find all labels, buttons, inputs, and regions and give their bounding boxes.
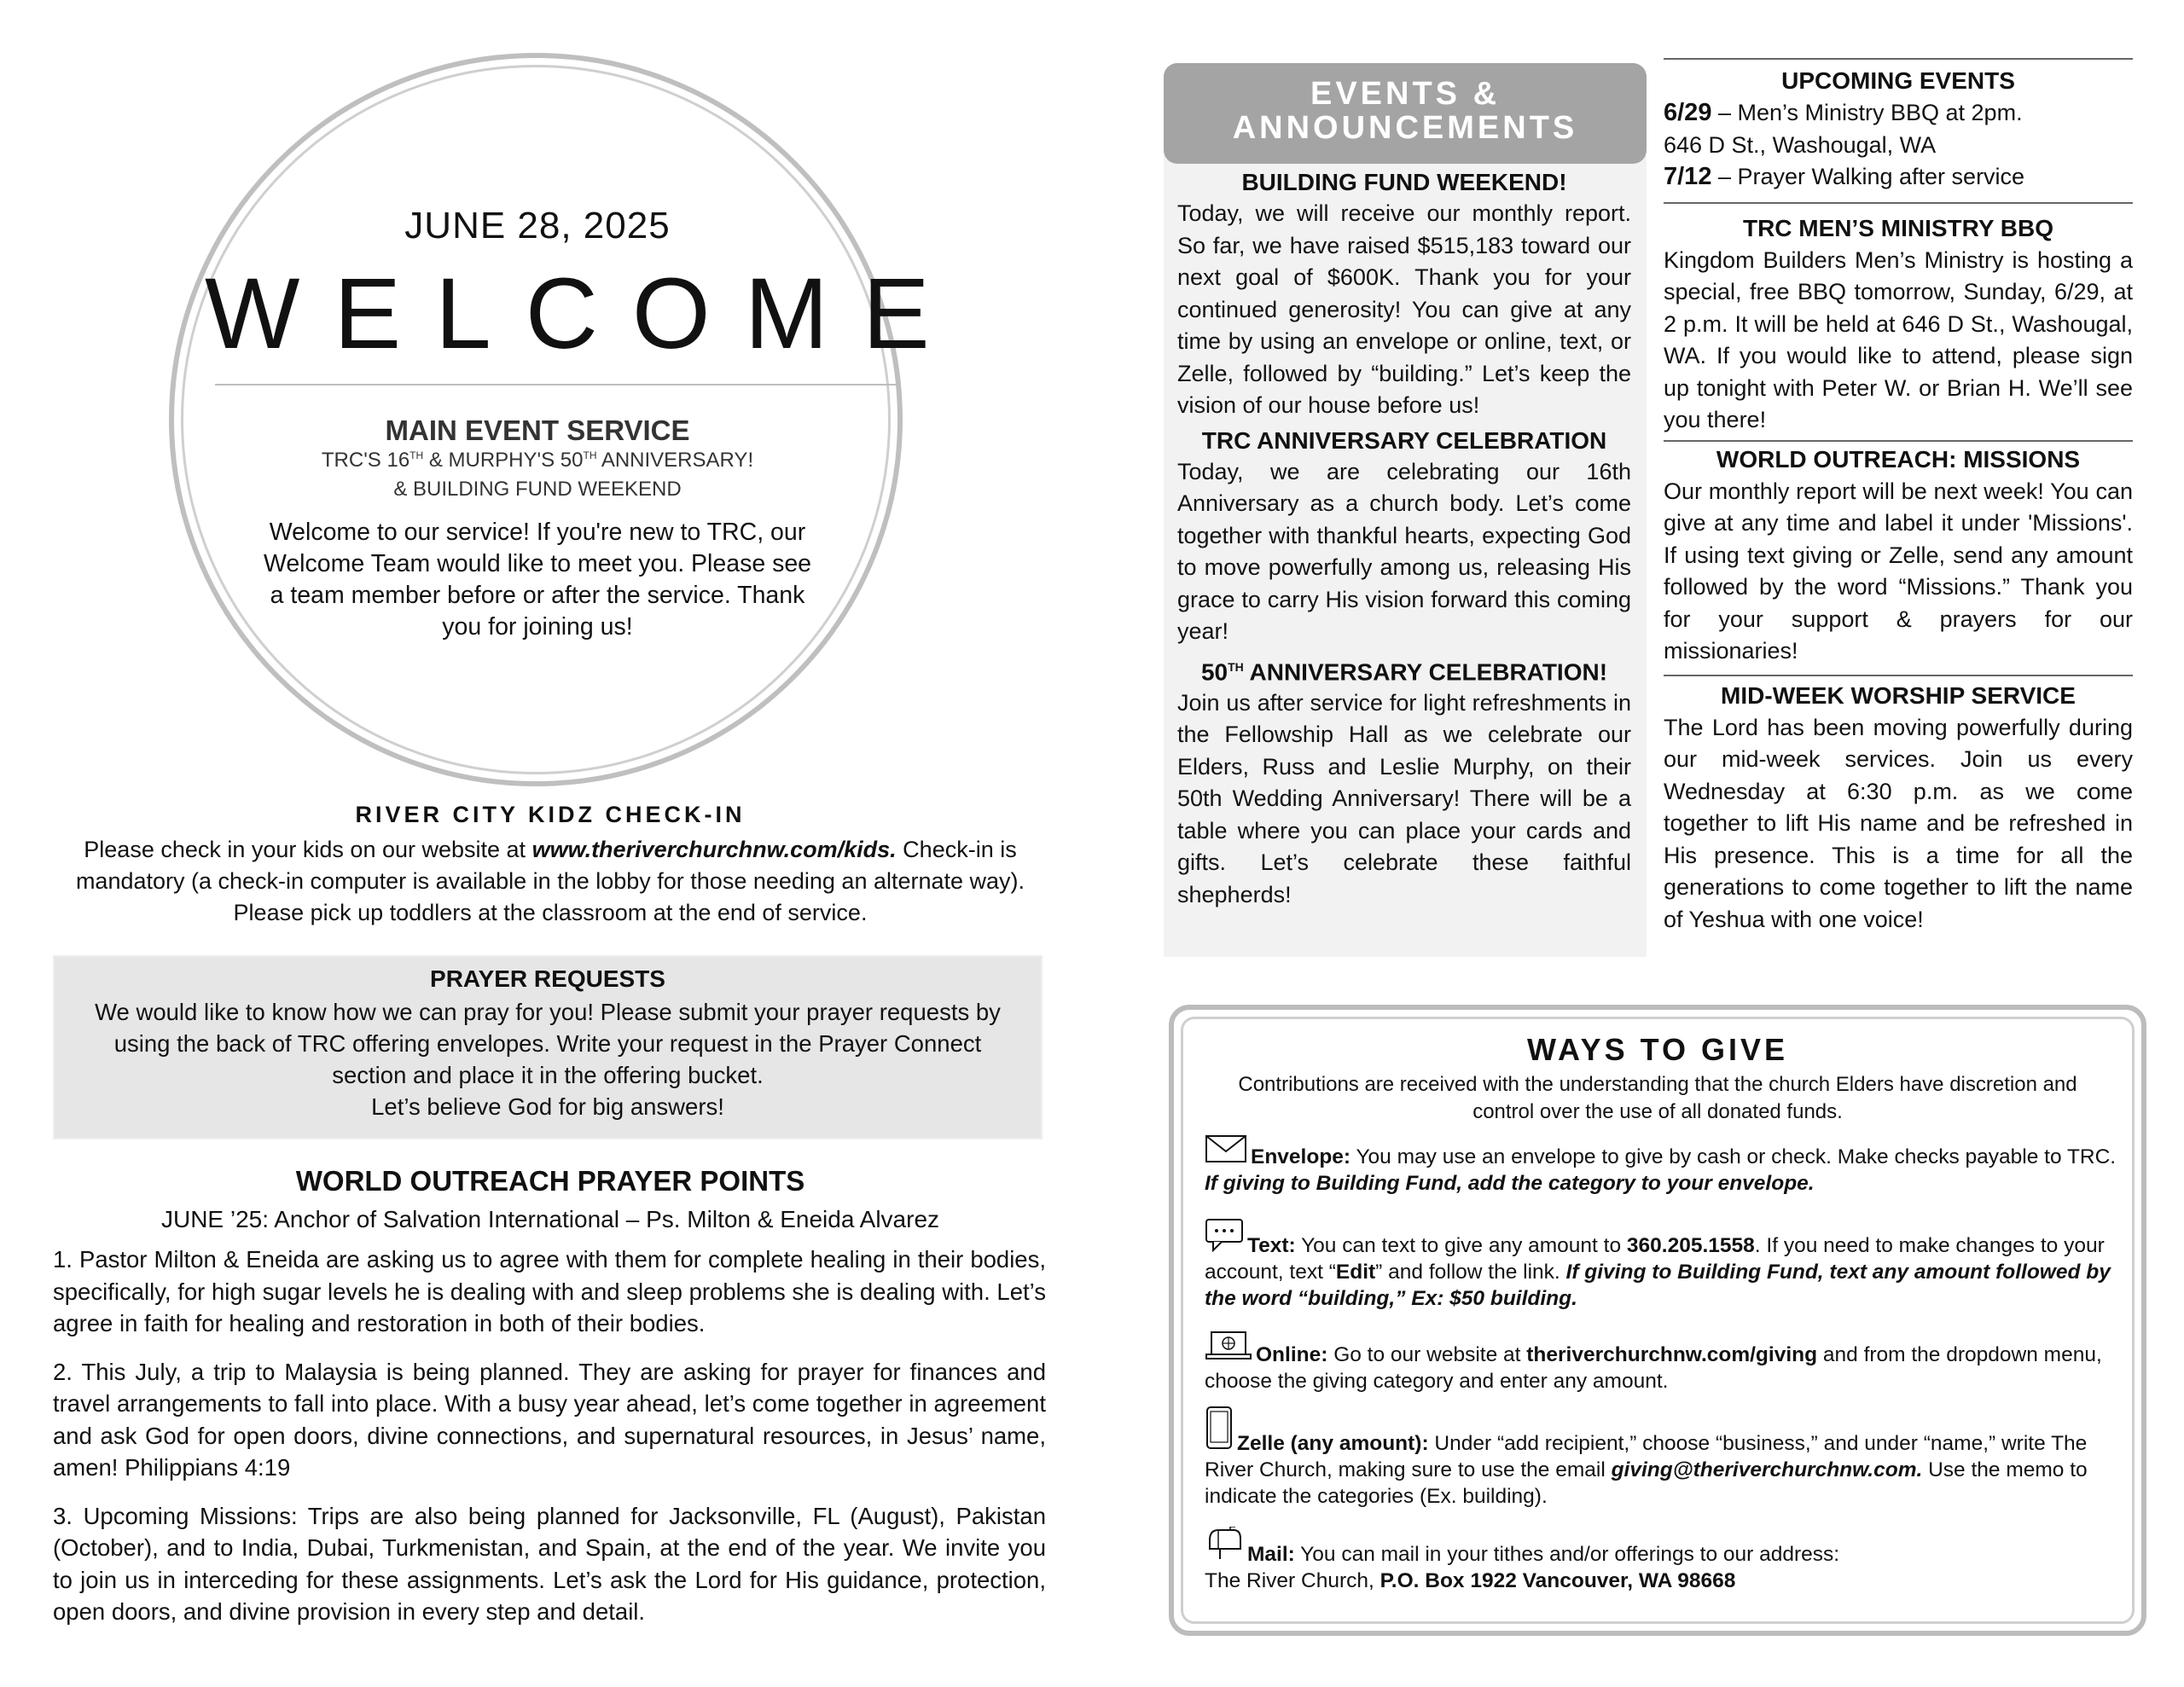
midweek-body: The Lord has been moving powerfully during our mid-week services. Join us every Wednesday at 6:30 p.m. as we come together to lift His name and be refreshed in His presence. This is a time for all the generations to come together to lift the name of Yeshua with one voice! — [1664, 714, 2133, 932]
midweek-title: MID-WEEK WORSHIP SERVICE — [1721, 681, 2076, 709]
missions-title: WORLD OUTREACH: MISSIONS — [1716, 445, 2081, 472]
prayer-requests-body: We would like to know how we can pray for you! Please submit your prayer requests by using the back of TRC offering envelopes. Write your request in the Prayer Connect section and place it in the offering bucket. Let’s believe God for big answers! — [95, 999, 1001, 1120]
world-outreach-points — [53, 1244, 1046, 1644]
upcoming-events-list — [1664, 97, 2133, 194]
mailbox-icon — [1205, 1527, 1244, 1568]
building-fund-body: Today, we will receive our monthly report. So far, we have raised $515,183 toward our next goal of $600K. Thank you for your continued generosity! You can give at any time by using an envelope or online, text, or Zelle, followed by “building.” Let’s keep the vision of our house before us! — [1177, 200, 1631, 418]
give-text: Text: You can text to give any amount to 360.205.1558. If you need to make changes to your account, text “Edit” and follow the link. If giving to Building Fund, text any amount followed by the word “building,” Ex: $50 building. — [1205, 1218, 2117, 1312]
divider — [1664, 202, 2133, 204]
missions-body: Our monthly report will be next week! You can give at any time and label it under 'Missions'. If using text giving or Zelle, send any amount followed by the word “Missions.” Thank you for your support & prayers for our missionaries! — [1664, 478, 2133, 664]
service-subtitle-line2: & BUILDING FUND WEEKEND — [393, 478, 682, 501]
list-item: 6/29 – Men’s Ministry BBQ at 2pm. — [1664, 99, 2023, 126]
divider — [1664, 440, 2133, 442]
giving-email[interactable]: giving@theriverchurchnw.com. — [1611, 1458, 1923, 1481]
kidz-checkin-title: RIVER CITY KIDZ CHECK-IN — [355, 802, 746, 827]
upcoming-events-title: UPCOMING EVENTS — [1781, 67, 2015, 94]
events-header: EVENTS & ANNOUNCEMENTS — [1164, 63, 1647, 164]
right-column — [1664, 58, 2133, 936]
service-subtitle: TRC'S 16TH & MURPHY'S 50TH ANNIVERSARY! — [321, 449, 754, 472]
prayer-point: 1. Pastor Milton & Eneida are asking us to agree with them for complete healing in their bodies, specifically, for high sugar levels he is dealing with and sleep problems she is dealing with. Let’s agree in faith for healing and restoration in both of their bodies. — [53, 1246, 1046, 1336]
prayer-requests-title: PRAYER REQUESTS — [430, 965, 665, 992]
fiftieth-anniversary-title: 50TH ANNIVERSARY CELEBRATION! — [1200, 658, 1608, 685]
online-giving-link[interactable]: theriverchurchnw.com/giving — [1526, 1343, 1818, 1366]
world-outreach-title: WORLD OUTREACH PRAYER POINTS — [295, 1165, 805, 1197]
service-title: MAIN EVENT SERVICE — [385, 415, 690, 446]
world-outreach-subtitle: JUNE ’25: Anchor of Salvation International – Ps. Milton & Eneida Alvarez — [160, 1206, 940, 1232]
chat-icon — [1205, 1218, 1244, 1259]
welcome-divider — [215, 384, 897, 386]
laptop-icon — [1205, 1330, 1252, 1368]
welcome-body: Welcome to our service! If you're new to TRC, our Welcome Team would like to meet you. Please see a team member before or after the service. Thank you for joining us! — [263, 519, 812, 641]
anniversary-title: TRC ANNIVERSARY CELEBRATION — [1201, 426, 1607, 454]
phone-icon — [1205, 1406, 1234, 1457]
divider — [1664, 58, 2133, 60]
give-envelope: Envelope: You may use an envelope to give by cash or check. Make checks payable to TRC. If giving to Building Fund, add the category to your envelope. — [1205, 1134, 2117, 1197]
anniversary-body: Today, we are celebrating our 16th Anniversary as a church body. Let’s come together with thankful hearts, expecting God to move powerfully among us, releasing His grace to carry His vision forward this coming year! — [1177, 458, 1631, 644]
bulletin-date: JUNE 28, 2025 — [404, 205, 671, 246]
mens-bbq-title: TRC MEN’S MINISTRY BBQ — [1742, 214, 2053, 241]
list-item: 646 D St., Washougal, WA — [1664, 131, 1937, 158]
ways-to-give-title: WAYS TO GIVE — [1526, 1032, 1789, 1067]
kidz-checkin-body: Please check in your kids on our website at www.theriverchurchnw.com/kids. Check-in is mandatory (a check-in computer is available in the lobby for those needing an alternate way). Please pick up toddlers at the classroom at the end of service. — [75, 837, 1025, 925]
envelope-icon — [1205, 1134, 1247, 1170]
list-item: 7/12 – Prayer Walking after service — [1664, 163, 2025, 190]
prayer-point: 2. This July, a trip to Malaysia is being planned. They are asking for prayer for finances and travel arrangements to fall into place. With a busy year ahead, let’s come together in agreement and ask God for open doors, divine connections, and supernatural resources, in Jesus’ name, amen! Philippians 4:19 — [53, 1358, 1046, 1481]
fiftieth-anniversary-body: Join us after service for light refreshments in the Fellowship Hall as we celebrate our Elders, Russ and Leslie Murphy, on their 50th Wedding Anniversary! There will be a table where you can place your cards and gifts. Let’s celebrate these faithful shepherds! — [1177, 689, 1631, 907]
welcome-title: WELCOME — [205, 258, 964, 370]
mailing-address: P.O. Box 1922 Vancouver, WA 98668 — [1380, 1569, 1736, 1592]
kidz-checkin-link[interactable]: www.theriverchurchnw.com/kids. — [531, 837, 897, 862]
give-mail: Mail: You can mail in your tithes and/or offerings to our address: The River Church, P.O. Box 1922 Vancouver, WA 98668 — [1205, 1527, 2117, 1594]
prayer-point: 3. Upcoming Missions: Trips are also being planned for Jacksonville, FL (August), Pakistan (October), and to India, Dubai, Turkmenistan, and Spain, at the end of the year. We invite you to join us in interceding for these assignments. Let’s ask the Lord for His guidance, protection, open doors, and divine provision in every step and detail. — [53, 1502, 1046, 1625]
mens-bbq-body: Kingdom Builders Men’s Ministry is hosting a special, free BBQ tomorrow, Sunday, 6/29, at 2 p.m. It will be held at 646 D St., Washougal, WA. If you would like to attend, please sign up tonight with Peter W. or Brian H. We’ll see you there! — [1664, 246, 2133, 432]
give-zelle: Zelle (any amount): Under “add recipient,” choose “business,” and under “name,” write The River Church, making sure to use the email giving@theriverchurchnw.com. Use the memo to indicate the categories (Ex. building). — [1205, 1406, 2117, 1510]
text-to-give-number[interactable]: 360.205.1558 — [1626, 1234, 1755, 1257]
events-column — [1177, 167, 1631, 911]
ways-to-give-note: Contributions are received with the understanding that the church Elders have discretion and control over the use of all donated funds. — [1238, 1073, 2077, 1123]
divider — [1664, 675, 2133, 676]
give-online: Online: Go to our website at theriverchurchnw.com/giving and from the dropdown menu, choose the giving category and enter any amount. — [1205, 1330, 2117, 1394]
building-fund-title: BUILDING FUND WEEKEND! — [1241, 169, 1567, 195]
